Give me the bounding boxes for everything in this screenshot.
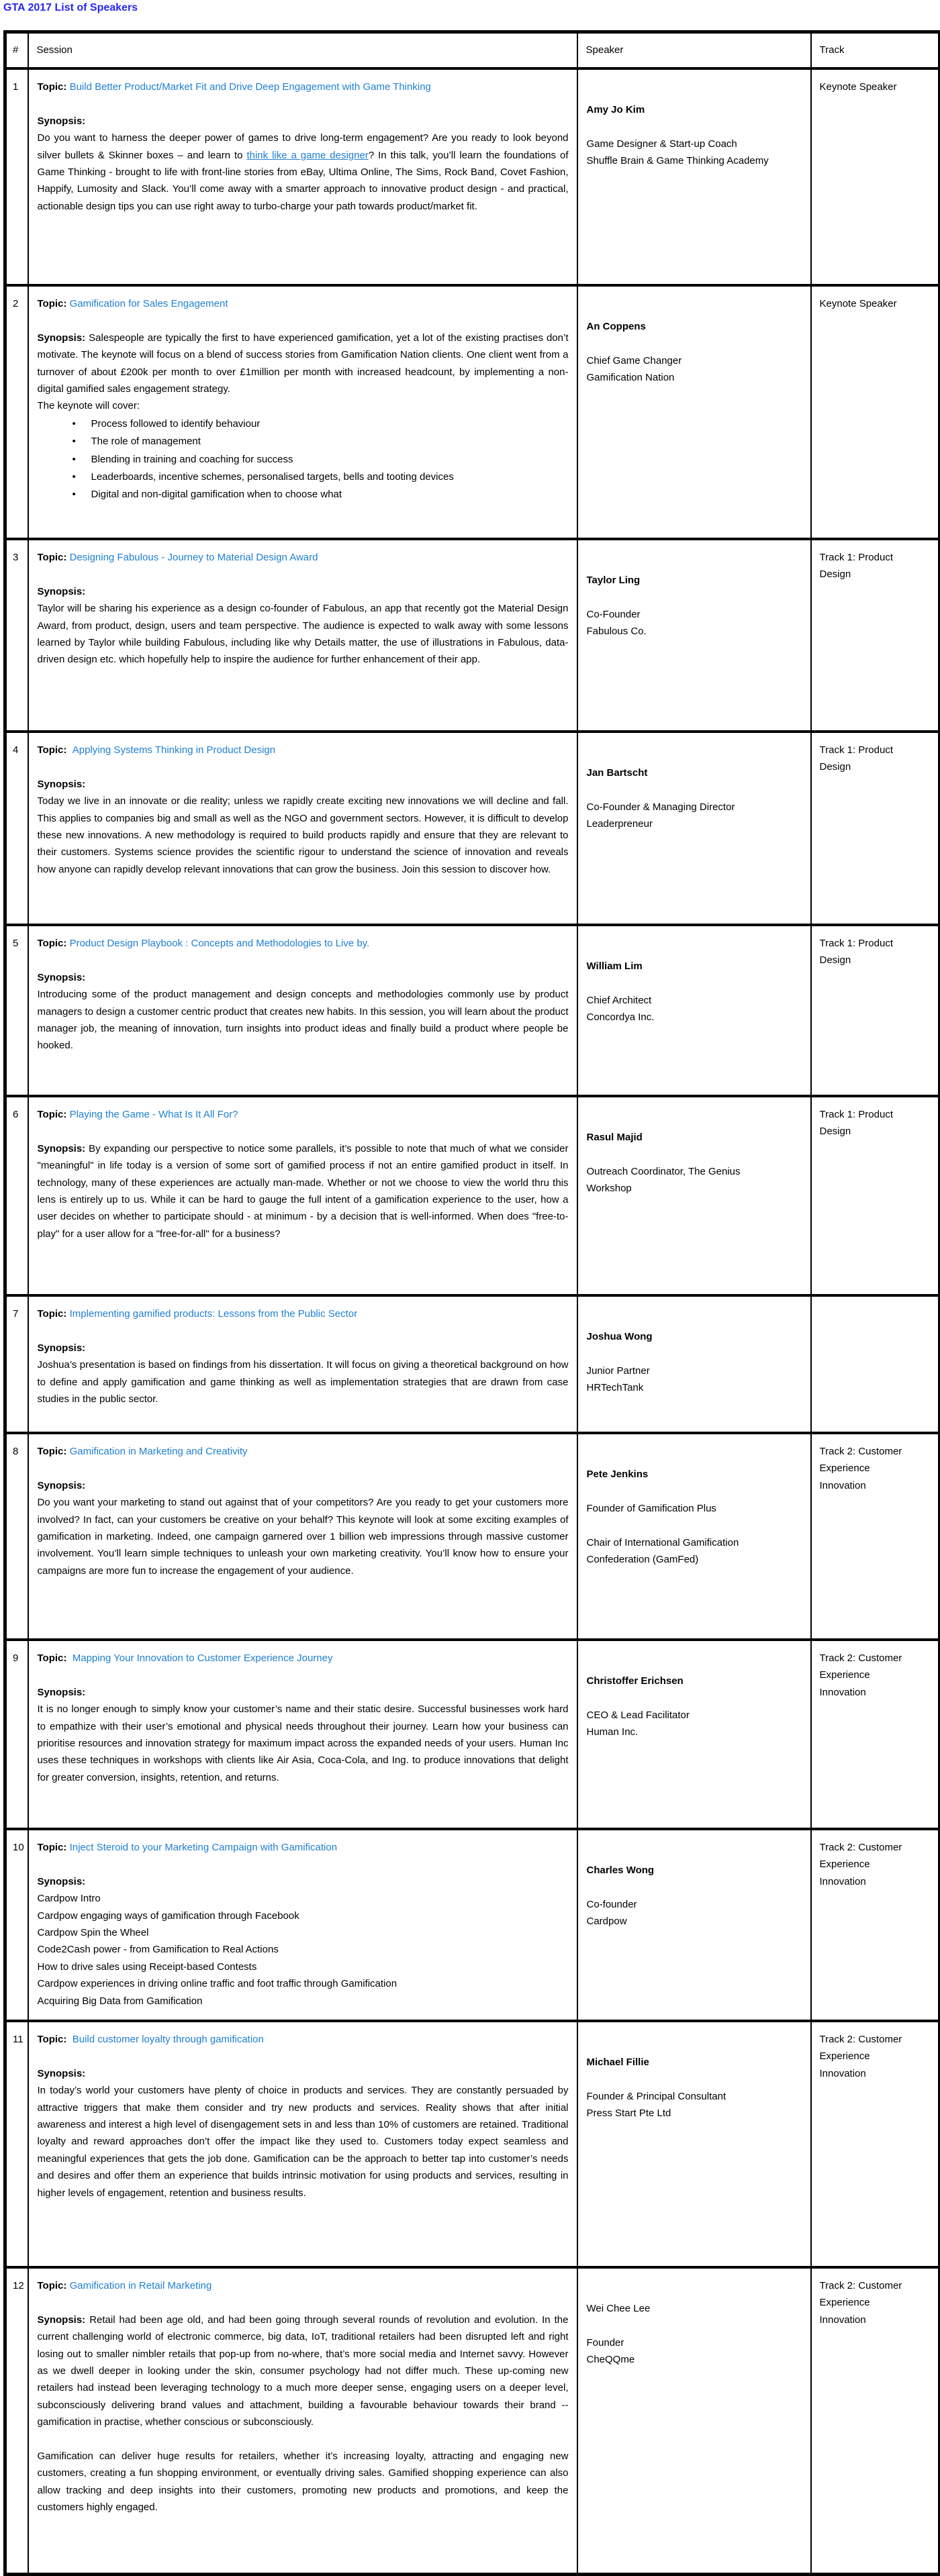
session-cell: [28, 2267, 577, 2574]
synopsis-paragraph: Gamification can deliver huge results for retailers, whether it’s increasing loyalty, attracting and engaging new customers, creating a fun shopping environment, or eventually driving sales. Gamified shopping experience can also allow tracking and deep insights into their customers, promoting new products and promotions, and keep the customers highly engaged.: [37, 2450, 569, 2514]
synopsis-label: Synopsis:: [37, 332, 89, 344]
speaker-cell: [577, 68, 811, 285]
blank-line: [38, 1460, 569, 1477]
synopsis-line: How to drive sales using Receipt-based Contests: [37, 1961, 257, 1973]
table-row: [5, 68, 940, 285]
speaker-cell: [577, 2021, 811, 2267]
session-topic-link[interactable]: Implementing gamified products: Lessons from the Public Sector: [69, 1308, 358, 1320]
session-topic: [38, 295, 569, 312]
speaker-detail: Game Designer & Start-up Coach: [586, 138, 737, 150]
session-cell: [28, 539, 577, 732]
blank-line: [587, 1146, 771, 1162]
speaker-detail: Leaderpreneur: [586, 818, 653, 830]
track-cell: Track 2: Customer Experience Innovation: [811, 2267, 940, 2574]
topic-label: Topic:: [37, 1652, 67, 1664]
synopsis-line: Cardpow engaging ways of gamification through Facebook: [37, 1910, 299, 1922]
topic-label: Topic:: [37, 1109, 67, 1120]
speaker-detail: Chief Game Changer: [586, 354, 682, 366]
session-topic: [38, 935, 569, 952]
speaker-detail: Gamification Nation: [586, 372, 675, 384]
speaker-detail: Outreach Coordinator, The Genius Workshop: [586, 1165, 741, 1195]
speaker-cell: [577, 1640, 811, 1829]
session-cell: [28, 1640, 577, 1829]
speaker-name: Michael Fillie: [586, 2057, 649, 2068]
blank-line: [587, 2071, 771, 2087]
table-row: [5, 285, 940, 539]
table-row: [5, 925, 940, 1096]
speaker-detail: Shuffle Brain & Game Thinking Academy: [586, 155, 769, 167]
speaker-cell: [577, 732, 811, 925]
row-number-cell: 5: [5, 925, 28, 1096]
session-topic-link[interactable]: Designing Fabulous - Journey to Material Design Award: [69, 552, 318, 563]
session-topic: [38, 2031, 569, 2048]
blank-line: [587, 975, 771, 991]
speaker-cell: [577, 539, 811, 732]
row-number-cell: 12: [5, 2267, 28, 2574]
speaker-name: Joshua Wong: [586, 1331, 653, 1342]
topic-label: Topic:: [37, 2280, 67, 2291]
blank-line: [38, 1667, 569, 1683]
synopsis-label: Synopsis:: [37, 1142, 89, 1154]
synopsis-line: Cardpow experiences in driving online traffic and foot traffic through Gamification: [37, 1978, 397, 1990]
track-cell: Track 1: Product Design: [811, 732, 940, 925]
speaker-detail: Concordya Inc.: [586, 1011, 655, 1024]
row-number-cell: 4: [5, 732, 28, 925]
session-cell: [28, 285, 577, 539]
speaker-detail: Cardpow: [586, 1916, 627, 1928]
speaker-detail: Founder: [586, 2336, 624, 2348]
speaker-name: Taylor Ling: [586, 575, 641, 586]
track-cell: Keynote Speaker: [811, 285, 940, 539]
topic-label: Topic:: [37, 938, 67, 949]
row-number-cell: 8: [5, 1433, 28, 1640]
speaker-name: Charles Wong: [586, 1865, 655, 1876]
speaker-name: Rasul Majid: [586, 1132, 643, 1143]
row-number-cell: 3: [5, 539, 28, 732]
speaker-cell: [577, 1433, 811, 1640]
session-topic: [38, 1443, 569, 1460]
track-cell: Track 2: Customer Experience Innovation: [811, 1640, 940, 1829]
track-cell: Keynote Speaker: [811, 68, 940, 285]
synopsis-paragraph: Synopsis: By expanding our perspective to notice some parallels, it’s possible to note that much of what we consider "meaningful" in life today is a version of some sort of gamified process if not an entire gamified product in itself. In technology, many of these experiences are actually man-made. Whether or not we choose to view the world thru this lens is entirely up to us. While it can be hard to gauge the full intent of a gamification experience to the user, how a user decides on whether to participate should - at minimum - by a decision that is well-informed. When does "free-to-play" for a user allow for a "free-for-all" for a business?: [37, 1142, 569, 1240]
blank-line: [587, 1879, 771, 1895]
session-topic-link[interactable]: Build customer loyalty through gamification: [69, 2034, 264, 2045]
synopsis-paragraph: Synopsis: Salespeople are typically the first to have experienced gamification, yet a lot of the existing practises don’t motivate. The keynote will focus on a blend of success stories from Gamification Nation clients. One client went from a turnover of about £200k per month to over £1million per month with increased headcount, by implementing a non-digital gamified sales engagement strategy.: [37, 332, 569, 395]
synopsis-label: Synopsis:: [37, 585, 86, 597]
column-header-speaker: Speaker: [577, 32, 811, 69]
session-topic: [38, 2277, 569, 2294]
speaker-detail: Chief Architect: [586, 994, 652, 1006]
session-cell: [28, 1829, 577, 2021]
blank-line: [587, 1517, 771, 1534]
bullet-item: • Blending in training and coaching for success: [38, 451, 569, 468]
row-number-cell: 9: [5, 1640, 28, 1829]
synopsis-paragraph: Today we live in an innovate or die reality; unless we rapidly create exciting new innovations we will decline and fall. This applies to companies big and small as well as the NGO and government sectors. However, it is difficult to develop these new innovations. A new methodology is required to build products rapidly and ensure that they are relevant to their customers. Systems science provides the scientific rigour to understand the science of innovation and reveals how anyone can rapidly develop relevant innovations that can grow the business. Join this session to discover how.: [37, 795, 569, 875]
speaker-cell: [577, 925, 811, 1096]
row-number-cell: 10: [5, 1829, 28, 2021]
table-row: [5, 1295, 940, 1433]
speaker-name: Pete Jenkins: [586, 1469, 649, 1480]
synopsis-label: Synopsis:: [37, 1875, 86, 1887]
track-cell: Track 1: Product Design: [811, 539, 940, 732]
blank-line: [587, 118, 771, 135]
topic-label: Topic:: [37, 552, 67, 563]
speaker-detail: Founder of Gamification Plus: [586, 1502, 716, 1514]
track-cell: Track 1: Product Design: [811, 925, 940, 1096]
synopsis-paragraph: Joshua’s presentation is based on findings from his dissertation. It will focus on giving a theoretical background on how to define and apply gamification and game thinking as well as implementation strategies that are drawn from case studies in the public sector.: [37, 1359, 569, 1405]
table-row: [5, 1829, 940, 2021]
speaker-detail: Chair of International Gamification Confederation (GamFed): [586, 1536, 739, 1566]
speaker-detail: HRTechTank: [586, 1382, 644, 1394]
session-topic-link[interactable]: Inject Steroid to your Marketing Campaign with Gamification: [69, 1842, 338, 1853]
speaker-name: Amy Jo Kim: [586, 104, 645, 115]
blank-line: [38, 2294, 569, 2311]
session-cell: [28, 732, 577, 925]
synopsis-label: Synopsis:: [37, 1479, 86, 1491]
blank-line: [38, 1123, 569, 1140]
session-topic-link[interactable]: Playing the Game - What Is It All For?: [69, 1109, 238, 1120]
session-topic: [38, 1305, 569, 1322]
speaker-detail: Human Inc.: [586, 1726, 639, 1738]
session-topic-link[interactable]: Gamification in Retail Marketing: [69, 2280, 212, 2291]
topic-label: Topic:: [37, 1308, 67, 1320]
synopsis-line: Acquiring Big Data from Gamification: [37, 1995, 203, 2007]
synopsis-paragraph: Do you want to harness the deeper power of games to drive long-term engagement? Are you ready to look beyond silver bullets & Skinner boxes – and learn to think like a game designer? In this talk, you’ll learn the foundations of Game Thinking - brought to life with front-line stories from eBay, Ultima Online, The Sims, Rock Band, Covet Fashion, Happify, Lumosity and Slack. You’ll come away with a smarter approach to innovative product design - and practical, actionable design tips you can use right away to turbo-charge your path towards product/market fit.: [37, 132, 569, 212]
synopsis-paragraph: Taylor will be sharing his experience as a design co-founder of Fabulous, an app that recently got the Material Design Award, from product, design, users and team perspective. The audience is expected to walk away with some lessons learned by Taylor while building Fabulous, including like why Details matter, the use of illustrations in Fabulous, data-driven design etc. which hopefully help to inspire the audience for further enhancement of their app.: [37, 603, 569, 666]
session-topic: [38, 742, 569, 758]
synopsis-label: Synopsis:: [37, 971, 86, 983]
topic-label: Topic:: [37, 81, 67, 93]
blank-line: [38, 312, 569, 329]
session-cell: [28, 1096, 577, 1295]
topic-label: Topic:: [37, 1842, 67, 1853]
bullet-item: • The role of management: [38, 433, 569, 450]
synopsis-line: Cardpow Intro: [37, 1893, 101, 1905]
synopsis-paragraph: Synopsis: Retail had been age old, and had been going through several rounds of revolution and evolution. In the current challenging world of electronic commerce, big data, IoT, traditional retailers had been disrupted left and right losing out to smaller nimbler retails that pop-up from no-where, that’s more social media and Internet savvy. However as we dwell deeper in looking under the skin, consumer psychology had not differ much. These up-coming new retailers had instead been leveraging technology to a much more deeper sense, engaging users on a deeper level, subconsciously delivering brand values and attachment, building a favourable behaviour towards their brand -- gamification in practise, whether conscious or subconsciously.: [37, 2314, 569, 2428]
synopsis-paragraph: It is no longer enough to simply know your customer’s name and their static desire. Successful businesses work hard to empathize with their user’s emotional and physical needs throughout their journey. Learn how your business can prioritise resources and innovation strategy for maximum impact across the expanded needs of your users. Human Inc uses these techniques in workshops with clients like Air Asia, Coca-Cola, and Ing. to produce innovations that delight for greater conversion, insights, retention, and returns.: [37, 1703, 569, 1783]
blank-line: [38, 1856, 569, 1873]
session-cell: [28, 2021, 577, 2267]
session-topic: [38, 79, 569, 95]
speaker-cell: [577, 1295, 811, 1433]
speaker-rows: [5, 68, 940, 2574]
header-row: [5, 32, 940, 69]
blank-line: [587, 1345, 771, 1362]
speaker-cell: [577, 1829, 811, 2021]
synopsis-line: Cardpow Spin the Wheel: [37, 1927, 149, 1939]
speaker-name: Jan Bartscht: [586, 767, 648, 779]
row-number-cell: 11: [5, 2021, 28, 2267]
blank-line: [587, 589, 771, 605]
bullet-item: • Digital and non-digital gamification when to choose what: [38, 486, 569, 503]
track-cell: Track 2: Customer Experience Innovation: [811, 1829, 940, 2021]
session-topic: [38, 1106, 569, 1123]
speaker-detail: CEO & Lead Facilitator: [586, 1709, 690, 1721]
blank-line: [38, 758, 569, 775]
topic-label: Topic:: [37, 744, 67, 756]
table-row: [5, 1433, 940, 1640]
track-cell: [811, 1295, 940, 1433]
inline-link[interactable]: think like a game designer: [246, 149, 369, 161]
topic-label: Topic:: [37, 2034, 67, 2045]
table-row: [5, 732, 940, 925]
speakers-table: [3, 30, 940, 2576]
session-topic-link[interactable]: Gamification in Marketing and Creativity: [69, 1446, 248, 1457]
blank-line: [587, 335, 771, 352]
blank-line: [38, 2048, 569, 2065]
row-number-cell: 6: [5, 1096, 28, 1295]
track-cell: Track 1: Product Design: [811, 1096, 940, 1295]
row-number-cell: 2: [5, 285, 28, 539]
session-topic-link[interactable]: Mapping Your Innovation to Customer Experience Journey: [69, 1652, 333, 1664]
speaker-detail: CheQQme: [586, 2354, 635, 2366]
speaker-detail: Junior Partner: [586, 1365, 650, 1377]
synopsis-label: Synopsis:: [37, 1686, 86, 1698]
synopsis-label: Synopsis:: [37, 2067, 86, 2079]
session-cell: [28, 1433, 577, 1640]
blank-line: [587, 2317, 771, 2334]
blank-line: [38, 95, 569, 112]
blank-line: [587, 1483, 771, 1499]
row-number-cell: 7: [5, 1295, 28, 1433]
column-header-track: Track: [811, 32, 940, 69]
synopsis-line: The keynote will cover:: [37, 400, 140, 412]
row-number-cell: 1: [5, 68, 28, 285]
speaker-detail: Wei Chee Lee: [586, 2303, 651, 2314]
track-cell: Track 2: Customer Experience Innovation: [811, 2021, 940, 2267]
track-cell: Track 2: Customer Experience Innovation: [811, 1433, 940, 1640]
session-topic-link[interactable]: Gamification for Sales Engagement: [69, 298, 228, 309]
session-topic-link[interactable]: Applying Systems Thinking in Product Design: [69, 744, 276, 756]
column-header-number: #: [5, 32, 28, 69]
synopsis-label: Synopsis:: [37, 1342, 86, 1354]
session-topic: [38, 1839, 569, 1856]
table-row: [5, 1096, 940, 1295]
synopsis-line: Code2Cash power - from Gamification to Real Actions: [37, 1944, 279, 1956]
speaker-detail: Founder & Principal Consultant: [586, 2090, 726, 2102]
column-header-session: Session: [28, 32, 577, 69]
speaker-cell: [577, 2267, 811, 2574]
blank-line: [38, 1322, 569, 1339]
speaker-name: An Coppens: [586, 321, 646, 332]
synopsis-paragraph: Do you want your marketing to stand out against that of your competitors? Are you ready to get your customers more involved? In fact, can your customers be creative on your behalf? This keynote will look at some exciting examples of gamification in marketing. Indeed, one campaign garnered over 1 billion web impressions through massive customer involvement. You’ll learn simple techniques to unleash your own marketing creativity. You’ll know how to ensure your campaigns are more fun to increase the engagement of your audience.: [37, 1497, 569, 1577]
synopsis-label: Synopsis:: [37, 115, 86, 127]
topic-label: Topic:: [37, 298, 67, 309]
table-row: [5, 539, 940, 732]
blank-line: [38, 952, 569, 969]
session-topic-link[interactable]: Build Better Product/Market Fit and Drive Deep Engagement with Game Thinking: [69, 81, 431, 93]
synopsis-label: Synopsis:: [37, 778, 86, 790]
session-topic: [38, 1650, 569, 1667]
session-cell: [28, 68, 577, 285]
table-row: [5, 2267, 940, 2574]
speaker-name: William Lim: [586, 960, 643, 972]
blank-line: [587, 1689, 771, 1706]
speaker-detail: Press Start Pte Ltd: [586, 2108, 671, 2120]
synopsis-label: Synopsis:: [37, 2314, 90, 2326]
synopsis-paragraph: In today’s world your customers have plenty of choice in products and services. They are constantly persuaded by attractive triggers that make them consider and try new products and services. Reality shows that after initial awareness and interest a high level of disengagement sets in and less than 10% of customers are retained. Traditional loyalty and reward approaches don’t offer the impact like they used to. Customers today expect seamless and meaningful experiences that gets the job done. Gamification can be the approach to better tap into customer’s needs and desires and offer them an experience that builds intrinsic motivation for using products and services, resulting in higher levels of engagement, retention and business results.: [37, 2085, 569, 2199]
speaker-cell: [577, 285, 811, 539]
session-topic: [38, 549, 569, 566]
speaker-cell: [577, 1096, 811, 1295]
speaker-detail: Co-Founder: [586, 608, 641, 620]
session-cell: [28, 925, 577, 1096]
speaker-name: Christoffer Erichsen: [586, 1675, 684, 1687]
speaker-detail: Co-founder: [586, 1898, 637, 1910]
table-row: [5, 2021, 940, 2267]
speaker-detail: Co-Founder & Managing Director: [586, 801, 735, 813]
bullet-item: • Leaderboards, incentive schemes, personalised targets, bells and tooting devices: [38, 468, 569, 485]
page-title: GTA 2017 List of Speakers: [3, 2, 138, 13]
session-topic-link[interactable]: Product Design Playbook : Concepts and Methodologies to Live by.: [69, 938, 370, 949]
table-header: [5, 32, 940, 69]
blank-line: [38, 2431, 569, 2448]
bullet-item: • Process followed to identify behaviour: [38, 415, 569, 432]
topic-label: Topic:: [37, 1446, 67, 1457]
speaker-detail: Fabulous Co.: [586, 626, 647, 638]
blank-line: [587, 781, 771, 798]
table-row: [5, 1640, 940, 1829]
synopsis-paragraph: Introducing some of the product management and design concepts and methodologies commonly use by product managers to design a customer centric product that creates new habits. In this session, you will learn about the product manager job, the meaning of innovation, turn insights into product ideas and finally build a product where people be hooked.: [37, 989, 569, 1052]
session-cell: [28, 1295, 577, 1433]
blank-line: [38, 566, 569, 583]
